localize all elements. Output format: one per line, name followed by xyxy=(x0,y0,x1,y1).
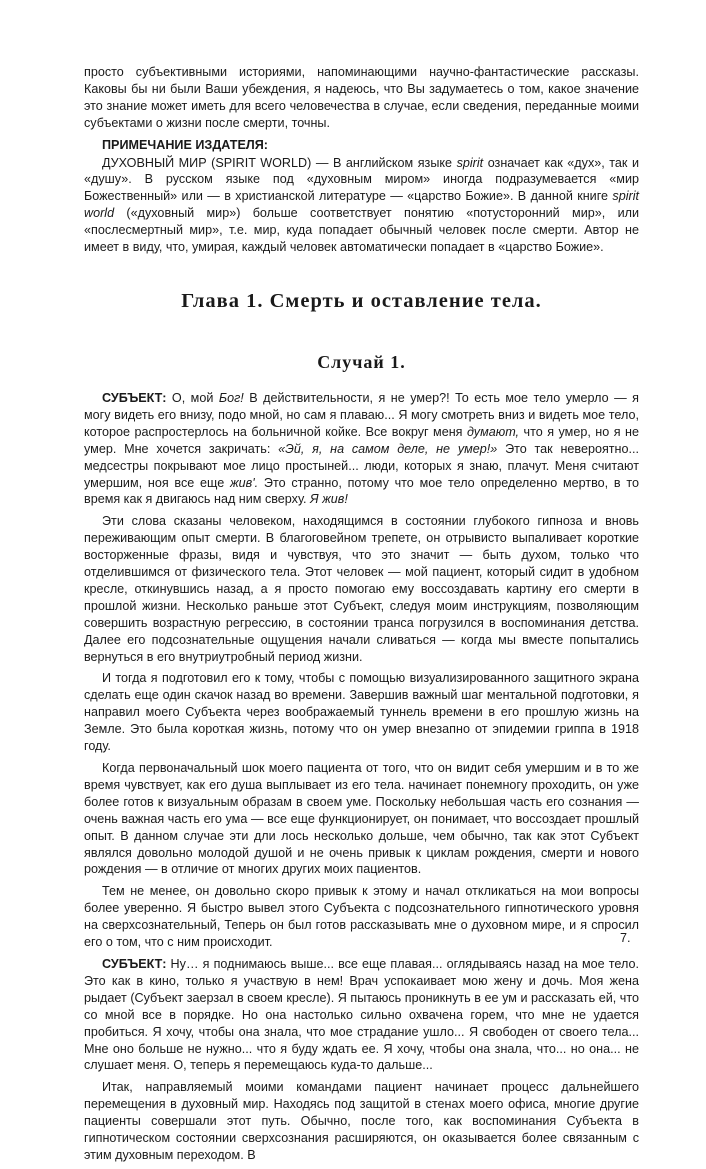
body-paragraph: Когда первоначальный шок моего пациента от того, что он видит себя умершим и в то же время чувствует, как его душа выплывает из его тела. начинает понемногу проходить, он уже более готов к визуальным образам в своем уме. Поскольку небольшая часть его сознания — очень важная часть его ума — все еще функционирует, он понимает, что воссоздает прошлый опыт. В данном случае эти дли лось несколько дольше, чем обычно, так как этот Субъект являлся довольно молодой душой и не очень привык к циклам рождения, смерти и нового рождения — в отличие от многих других моих пациентов. xyxy=(84,761,639,877)
note-text: ДУХОВНЫЙ МИР (SPIRIT WORLD) — В английском языке xyxy=(102,155,457,170)
quote-text: О, мой xyxy=(166,390,219,405)
publisher-note-title: ПРИМЕЧАНИЕ ИЗДАТЕЛЯ: xyxy=(102,137,268,152)
note-emphasis: spirit xyxy=(456,155,484,170)
quote-text: В действительности, я не умер?! То есть мое тело умерло — я могу видеть его внизу, подо мной, но сам я плаваю... Я могу смотреть вниз и видеть мое тело, которое распростерлось на больничной койке. Все вокруг меня xyxy=(84,390,639,439)
quote-text: Это так невероятно... медсестры покрывают мое лицо простыней... люди, которых я знаю, плачут. Меня считают умершим, ноя все еще xyxy=(84,441,640,490)
case-heading: Случай 1. xyxy=(317,351,406,372)
quote-text: что я умер, но я не умер. Мне хочется закричать: xyxy=(84,424,639,456)
speaker-label: СУБЪЕКТ: xyxy=(102,390,167,405)
publisher-note-paragraph xyxy=(84,155,639,256)
subject-quote-paragraph xyxy=(84,390,639,508)
body-paragraph: Тем не менее, он довольно скоро привык к этому и начал откликаться на мои вопросы более уверенно. Я быстро вывел этого Субъекта с подсознательного гипнотического уровня на сверхсознательный, Теперь он был готов рассказывать мне о духовном мире, и я спросил его о том, что с ним происходит. xyxy=(84,884,639,950)
chapter-heading: Глава 1. Смерть и оставление тела. xyxy=(181,289,542,312)
page-number: 7. xyxy=(620,931,631,945)
quote-emphasis: Бог! xyxy=(218,390,244,405)
quote-emphasis: жив'. xyxy=(230,475,259,490)
quote-emphasis: Я жив! xyxy=(310,492,348,507)
quote-text: Ну… я поднимаюсь выше... все еще плавая... оглядываясь назад на мое тело. Это как в кино, только я участвую в нем! Врач успокаивает мою жену и дочь. Моя жена рыдает (Субъект заерзал в своем кресле). Я пытаюсь проникнуть в ее ум и рассказать ей, что со мной все в порядке. Но она настолько сильно охвачена горем, что мне не удается пробиться. Я хочу, чтобы она знала, что мое страдание ушло... Я свободен от своего тела... Мне оно больше не нужно... что я буду ждать ее. Я хочу, чтобы она знала, что... но она... не слушает меня. О, теперь я перемещаюсь куда-то дальше... xyxy=(84,956,639,1073)
body-paragraph: Эти слова сказаны человеком, находящимся в состоянии глубокого гипноза и вновь переживающим опыт смерти. В благоговейном трепете, он отрывисто выпаливает короткие восторженные фразы, видя и чувствуя, что это значит — быть духом, только что отделившимся от физического тела. Этот человек — мой пациент, который сидит в удобном кресле, откинувшись назад, а я просто помогаю ему воссоздавать картину его смерти в прошлой жизни. Несколько раньше этот Субъект, следуя моим инструкциям, позволяющим совершить возрастную регрессию, в состоянии транса погрузился в воспоминания детства. Далее его подсознательные ощущения начали сливаться — когда мы вместе попытались вернуться в его внутриутробный период жизни. xyxy=(84,514,639,664)
subject-quote-paragraph xyxy=(84,956,639,1074)
body-paragraph: И тогда я подготовил его к тому, чтобы с помощью визуализированного защитного экрана сделать еще один скачок назад во времени. Завершив важный шаг ментальной подготовки, я направил моего Субъекта через воображаемый туннель времени в его прошлую жизнь на Земле. Это была короткая жизнь, потому что он умер внезапно от эпидемии гриппа в 1918 году. xyxy=(84,671,639,754)
quote-emphasis: думают, xyxy=(466,424,520,439)
document-page xyxy=(84,64,639,1169)
body-paragraph: Итак, направляемый моими командами пациент начинает процесс дальнейшего перемещения в духовный мир. Находясь под защитой в стенах моего офиса, многие другие пациенты совершали этот путь. Обычно, после того, как воспоминания Субъекта в гипнотическом состоянии сверхсознания расширяются, он оказывается более связанным с этим духовным переходом. В xyxy=(84,1080,639,1162)
note-emphasis: spirit world xyxy=(84,189,639,221)
speaker-label: СУБЪЕКТ: xyxy=(102,956,167,971)
note-text: означает как «дух», так и «душу». В русском языке под «духовным миром» иногда подразумевается «мир Божественный» или — в христианской литературе — «царство Божие». В данной книге xyxy=(84,155,639,204)
note-text: («духовный мир») больше соответствует понятию «потусторонний мир», или «послесмертный мир», т.е. мир, куда попадает обычный человек после смерти. Автор не имеет в виду, что, умирая, каждый человек автоматически попадает в «царство Божие». xyxy=(84,206,639,255)
quote-text: Это странно, потому что мое тело определенно мертво, в то время как я двигаюсь над ним сверху. xyxy=(84,475,639,507)
quote-emphasis: «Эй, я, на самом деле, не умер!» xyxy=(278,441,498,456)
intro-paragraph: просто субъективными историями, напоминающими научно-фантастические рассказы. Каковы бы ни были Ваши убеждения, я надеюсь, что Вы задумаетесь о том, какое значение это знание может иметь для всего человечества в случае, если сведения, переданные моими субъектами о жизни после смерти, точны. xyxy=(84,65,639,130)
